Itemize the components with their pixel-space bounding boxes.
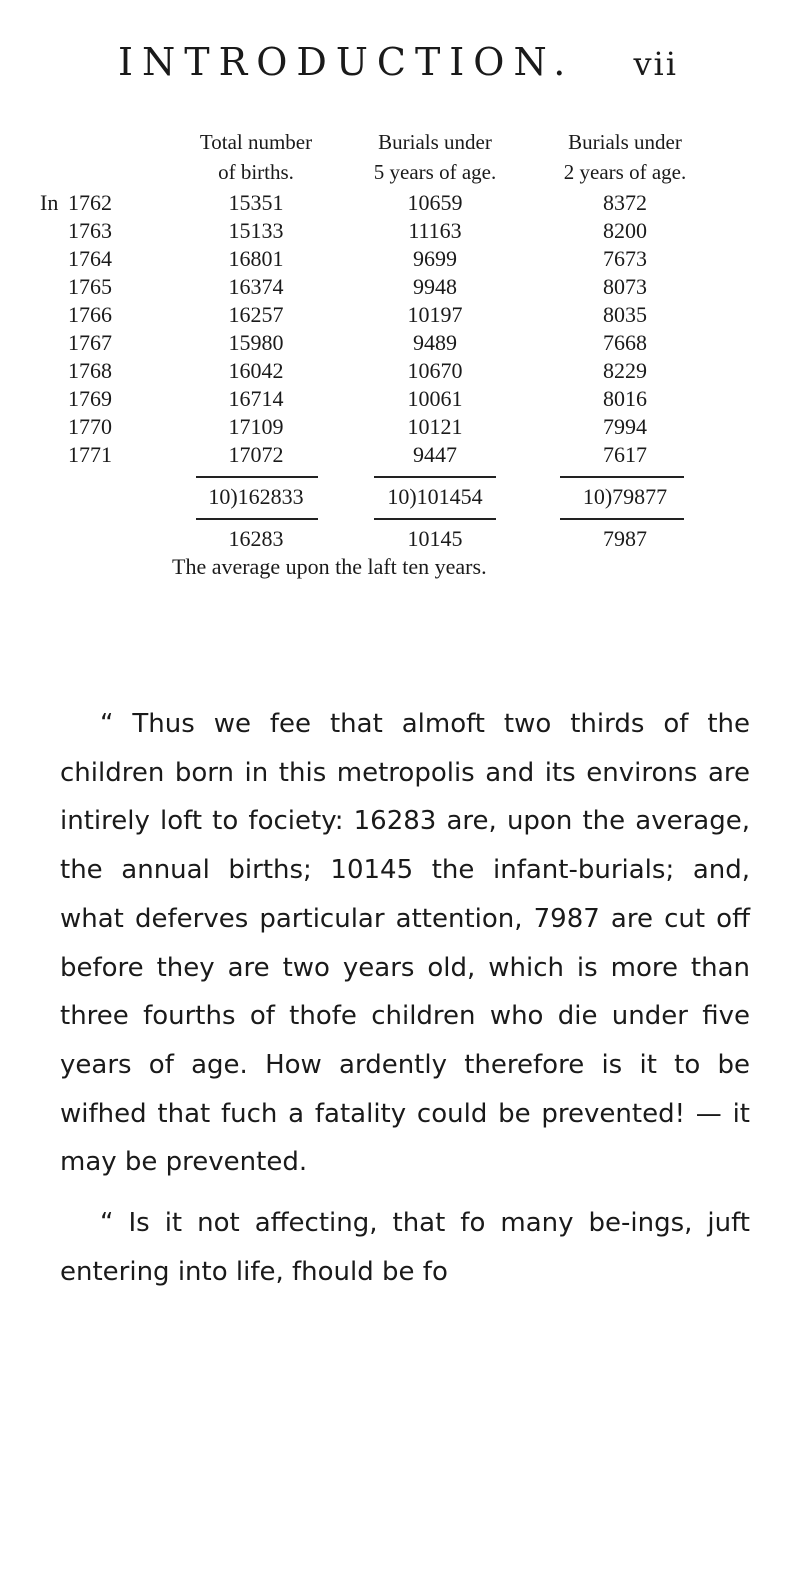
rule-under2 <box>560 476 684 478</box>
row-births: 16374 <box>228 274 284 299</box>
row-year: 1764 <box>68 246 112 271</box>
row-year: 1768 <box>68 358 112 383</box>
table-row <box>0 358 800 386</box>
row-year: 1769 <box>68 386 112 411</box>
table-row <box>0 386 800 414</box>
header-births-line2: of births. <box>218 160 294 184</box>
sum-under5: 10)101454 <box>387 484 483 509</box>
table-row <box>0 330 800 358</box>
average-caption-text: The average upon the laft ten years. <box>172 554 487 579</box>
row-births: 16042 <box>228 358 284 383</box>
sum-births: 10)162833 <box>208 484 304 509</box>
header-under5-line1: Burials under <box>378 130 492 154</box>
table-row <box>0 246 800 274</box>
row-year: 1766 <box>68 302 112 327</box>
row-year: 1765 <box>68 274 112 299</box>
row-year: 1763 <box>68 218 112 243</box>
page-number: vii <box>633 45 678 83</box>
row-under5: 10670 <box>407 358 463 383</box>
table-body <box>0 190 800 470</box>
rule-under5 <box>374 518 496 520</box>
row-under2: 8229 <box>603 358 647 383</box>
row-year: 1771 <box>68 442 112 467</box>
row-under2: 7617 <box>603 442 647 467</box>
row-prefix: In <box>40 190 59 215</box>
average-births: 16283 <box>228 526 284 551</box>
row-births: 17072 <box>228 442 284 467</box>
body-text <box>60 700 750 1296</box>
row-year: 1770 <box>68 414 112 439</box>
row-under5: 11163 <box>408 218 462 243</box>
row-year: 1762 <box>68 190 112 215</box>
sum-rule <box>0 470 800 484</box>
mortality-table <box>0 130 800 584</box>
running-head <box>118 40 678 84</box>
row-births: 15133 <box>228 218 284 243</box>
row-births: 16801 <box>228 246 284 271</box>
paragraph: “ Is it not affecting, that fo many be-ings, juft entering into life, fhould be fo <box>60 1208 750 1287</box>
table-header-row <box>0 160 800 190</box>
row-births: 15980 <box>228 330 284 355</box>
running-head-title: INTRODUCTION. <box>118 40 575 84</box>
header-births-line1: Total number <box>199 130 313 154</box>
table-header-row <box>0 130 800 160</box>
row-under5: 9948 <box>413 274 457 299</box>
average-under5: 10145 <box>407 526 463 551</box>
table-row <box>0 442 800 470</box>
row-under2: 8200 <box>603 218 647 243</box>
row-under5: 10061 <box>407 386 463 411</box>
row-under2: 7994 <box>603 414 647 439</box>
row-under5: 10197 <box>407 302 463 327</box>
table-sum-row <box>0 484 800 512</box>
row-births: 16257 <box>228 302 284 327</box>
row-under5: 9489 <box>413 330 457 355</box>
row-births: 15351 <box>228 190 284 215</box>
table-row <box>0 414 800 442</box>
header-under5-line2: 5 years of age. <box>373 160 497 184</box>
rule-births <box>196 518 318 520</box>
row-births: 16714 <box>228 386 284 411</box>
row-under5: 9447 <box>413 442 457 467</box>
paragraph: “ Thus we fee that almoft two thirds of the children born in this metropolis and its environs are intirely loft to fociety: 16283 are, upon the average, the annual births; 10145 the infant-burials; and, what deferves particular attention, 7987 are cut off before they are two years old, which is more than three fourths of thofe children who die under five years of age. How ardently therefore is it to be wifhed that fuch a fatality could be prevented! — it may be prevented. <box>60 709 750 1178</box>
row-under2: 8372 <box>603 190 647 215</box>
table-average-row <box>0 526 800 554</box>
table-row <box>0 190 800 218</box>
header-under2-line2: 2 years of age. <box>563 160 687 184</box>
row-under5: 9699 <box>413 246 457 271</box>
row-under2: 8073 <box>603 274 647 299</box>
row-year: 1767 <box>68 330 112 355</box>
rule-under5 <box>374 476 496 478</box>
rule-under2 <box>560 518 684 520</box>
row-under5: 10659 <box>407 190 463 215</box>
average-under2: 7987 <box>603 526 647 551</box>
table-row <box>0 218 800 246</box>
row-under2: 8035 <box>603 302 647 327</box>
row-under2: 7673 <box>603 246 647 271</box>
table-row <box>0 274 800 302</box>
rule-births <box>196 476 318 478</box>
sum-under2: 10)79877 <box>582 484 668 509</box>
row-under2: 8016 <box>603 386 647 411</box>
row-under2: 7668 <box>603 330 647 355</box>
average-caption <box>0 554 800 584</box>
header-under2-line1: Burials under <box>568 130 682 154</box>
average-rule <box>0 512 800 526</box>
row-under5: 10121 <box>407 414 463 439</box>
table-row <box>0 302 800 330</box>
row-births: 17109 <box>228 414 284 439</box>
